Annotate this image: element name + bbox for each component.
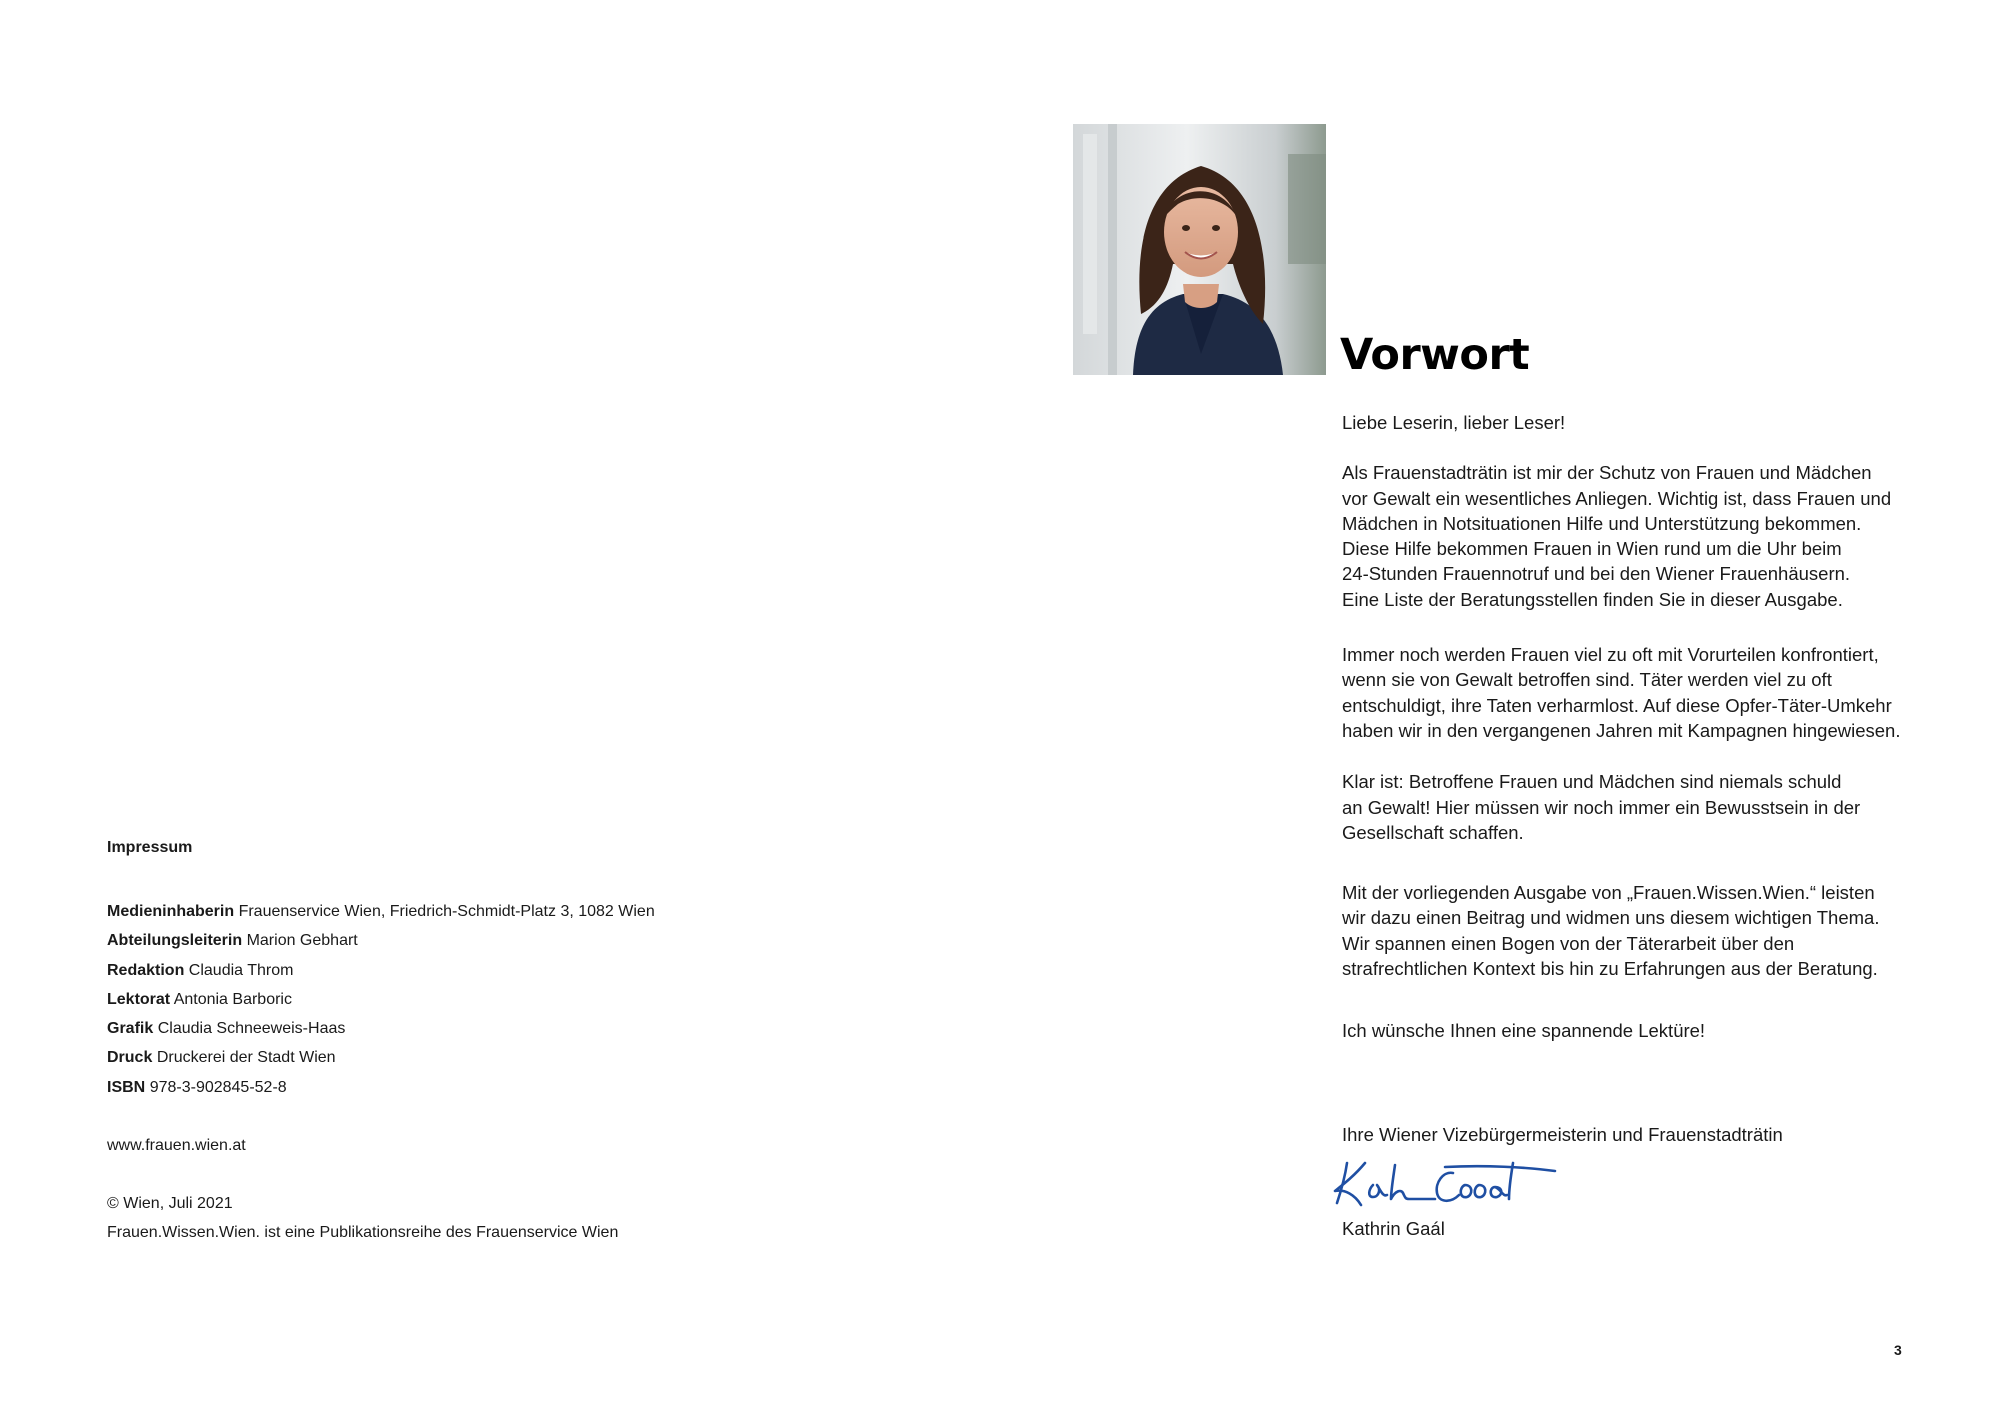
text-line: an Gewalt! Hier müssen wir noch immer ein Bewusstsein in der [1342, 796, 1861, 818]
impressum-value: Antonia Barboric [173, 990, 292, 1008]
signer-name: Kathrin Gaál [1342, 1218, 1445, 1239]
foreword-paragraph [1342, 460, 1942, 612]
impressum-label: Redaktion [107, 961, 185, 979]
text-line: Immer noch werden Frauen viel zu oft mit Vorurteilen konfrontiert, [1342, 644, 1879, 666]
text-line: Mit der vorliegenden Ausgabe von „Frauen.Wissen.Wien.“ leisten [1342, 882, 1875, 904]
closing-line: Ihre Wiener Vizebürgermeisterin und Frauenstadträtin [1342, 1123, 1783, 1145]
website-link[interactable]: www.frauen.wien.at [107, 1137, 246, 1155]
impressum-row [107, 985, 807, 1014]
text-line: Gesellschaft schaffen. [1342, 821, 1524, 843]
impressum-label: ISBN [107, 1078, 146, 1096]
impressum-value: Claudia Schneeweis-Haas [157, 1020, 346, 1038]
text-line: Ich wünsche Ihnen eine spannende Lektüre! [1342, 1020, 1706, 1042]
impressum-row [107, 956, 807, 985]
text-line: strafrechtlichen Kontext bis hin zu Erfahrungen aus der Beratung. [1342, 958, 1878, 980]
foreword-paragraph [1342, 880, 1942, 981]
impressum-list [107, 897, 807, 1102]
impressum-row [107, 1043, 807, 1072]
greeting: Liebe Leserin, lieber Leser! [1342, 412, 1566, 433]
text-line: 24-Stunden Frauennotruf und bei den Wiener Frauenhäusern. [1342, 563, 1851, 585]
series-note: Frauen.Wissen.Wien. ist eine Publikationsreihe des Frauenservice Wien [107, 1224, 619, 1242]
text-line: Diese Hilfe bekommen Frauen in Wien rund um die Uhr beim [1342, 538, 1842, 560]
foreword-paragraph [1342, 642, 1942, 743]
impressum-row [107, 1014, 807, 1043]
impressum-label: Abteilungsleiterin [107, 932, 243, 950]
impressum-label: Lektorat [107, 990, 171, 1008]
foreword-paragraph [1342, 1018, 1942, 1043]
text-line: Wir spannen einen Bogen von der Täterarbeit über den [1342, 932, 1795, 954]
impressum-label: Druck [107, 1049, 153, 1067]
impressum-value: Frauenservice Wien, Friedrich-Schmidt-Platz 3, 1082 Wien [238, 903, 655, 920]
copyright-block [107, 1189, 807, 1248]
text-line: haben wir in den vergangenen Jahren mit Kampagnen hingewiesen. [1342, 719, 1901, 741]
foreword-paragraph [1342, 769, 1942, 845]
text-line: vor Gewalt ein wesentliches Anliegen. Wichtig ist, dass Frauen und [1342, 487, 1892, 509]
impressum-block [107, 837, 807, 1248]
impressum-value: 978-3-902845-52-8 [149, 1078, 287, 1096]
text-line: Klar ist: Betroffene Frauen und Mädchen sind niemals schuld [1342, 771, 1842, 793]
foreword-body [1342, 410, 1942, 1147]
impressum-row [107, 926, 807, 955]
handwritten-signature-icon [1325, 1155, 1560, 1213]
text-line: Als Frauenstadträtin ist mir der Schutz von Frauen und Mädchen [1342, 462, 1872, 484]
foreword-heading: Vorwort [1340, 330, 1530, 380]
text-line: wir dazu einen Beitrag und widmen uns diesem wichtigen Thema. [1342, 907, 1880, 929]
impressum-row [107, 897, 807, 926]
page-number: 3 [1894, 1342, 1902, 1358]
impressum-value: Marion Gebhart [246, 932, 358, 950]
text-line: entschuldigt, ihre Taten verharmlost. Auf diese Opfer-Täter-Umkehr [1342, 694, 1892, 716]
impressum-label: Grafik [107, 1020, 154, 1038]
text-line: Mädchen in Notsituationen Hilfe und Unterstützung bekommen. [1342, 512, 1862, 534]
impressum-value: Claudia Throm [188, 961, 294, 979]
copyright-text: © Wien, Juli 2021 [107, 1195, 233, 1213]
text-line: Eine Liste der Beratungsstellen finden Sie in dieser Ausgabe. [1342, 588, 1843, 610]
impressum-title: Impressum [107, 839, 193, 856]
text-line: wenn sie von Gewalt betroffen sind. Täter werden viel zu oft [1342, 669, 1832, 691]
impressum-label: Medieninhaberin [107, 903, 235, 920]
impressum-value: Druckerei der Stadt Wien [156, 1049, 336, 1067]
portrait-photo-icon [1073, 124, 1326, 375]
impressum-row [107, 1073, 807, 1102]
